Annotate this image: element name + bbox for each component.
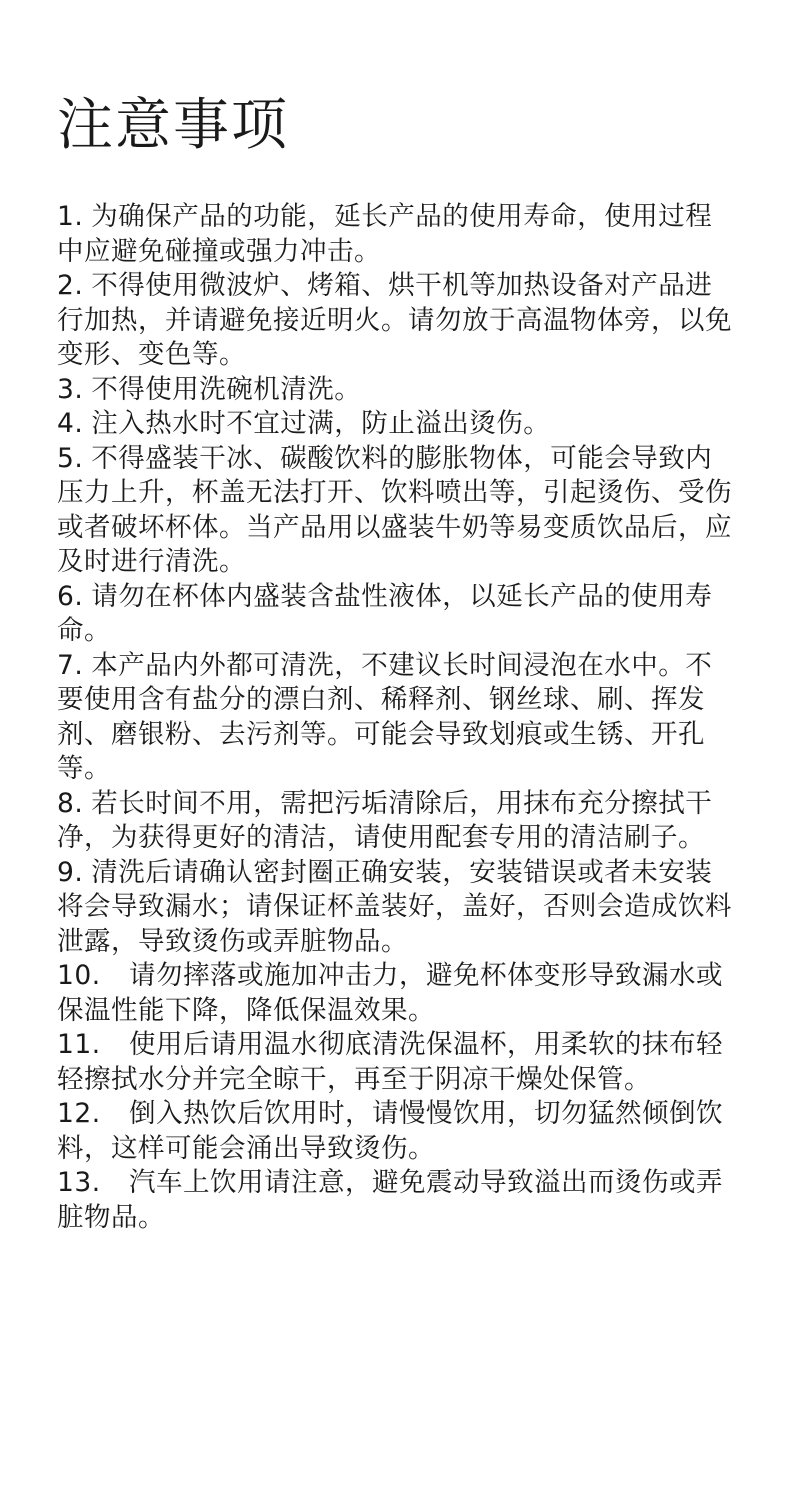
list-item — [57, 649, 733, 787]
list-item — [57, 1028, 733, 1097]
item-text: 请勿在杯体内盛装含盐性液体，以延长产品的使用寿命。 — [57, 580, 713, 646]
item-text: 为确保产品的功能，延长产品的使用寿命，使用过程中应避免碰撞或强力冲击。 — [57, 201, 713, 267]
list-item — [57, 407, 733, 442]
item-text: 若长时间不用，需把污垢清除后，用抹布充分擦拭干净，为获得更好的清洁，请使用配套专用的清洁刷子。 — [57, 787, 713, 853]
list-item — [57, 442, 733, 580]
item-text: 请勿摔落或施加冲击力，避免杯体变形导致漏水或保温性能下降，降低保温效果。 — [57, 960, 723, 1026]
list-item — [57, 1097, 733, 1166]
item-text: 本产品内外都可清洗，不建议长时间浸泡在水中。不要使用含有盐分的漂白剂、稀释剂、钢丝球、刷、挥发剂、磨银粉、去污剂等。可能会导致划痕或生锈、开孔等。 — [57, 649, 713, 784]
item-number: 7. — [57, 649, 84, 681]
item-number: 4. — [57, 408, 84, 439]
item-number: 1. — [57, 201, 84, 232]
page-title: 注意事项 — [57, 93, 289, 158]
list-item — [57, 200, 733, 269]
item-number: 2. — [57, 270, 84, 301]
item-text: 不得使用微波炉、烤箱、烘干机等加热设备对产品进行加热，并请避免接近明火。请勿放于高温物体旁，以免变形、变色等。 — [57, 270, 732, 370]
notice-page — [57, 0, 733, 1235]
item-number: 12. — [57, 1098, 101, 1129]
item-text: 不得使用洗碗机清洗。 — [91, 373, 362, 405]
list-item — [57, 787, 733, 856]
item-text: 注入热水时不宜过满，防止溢出烫伤。 — [91, 408, 551, 439]
item-number: 8. — [57, 787, 84, 819]
list-item — [57, 580, 733, 649]
item-number: 3. — [57, 373, 84, 405]
item-number: 10. — [57, 960, 101, 991]
list-item — [57, 269, 733, 373]
list-item — [57, 959, 733, 1028]
item-text: 清洗后请确认密封圈正确安装，安装错误或者未安装将会导致漏水；请保证杯盖装好，盖好，否则会造成饮料泄露，导致烫伤或弄脏物品。 — [57, 856, 732, 957]
item-number: 6. — [57, 580, 84, 612]
item-text: 使用后请用温水彻底清洗保温杯，用柔软的抹布轻轻擦拭水分并完全晾干，再至于阴凉干燥处保管。 — [57, 1029, 723, 1095]
item-text: 汽车上饮用请注意，避免震动导致溢出而烫伤或弄脏物品。 — [57, 1167, 723, 1233]
item-text: 不得盛装干冰、碳酸饮料的膨胀物体，可能会导致内压力上升，杯盖无法打开、饮料喷出等，引起烫伤、受伤或者破坏杯体。当产品用以盛装牛奶等易变质饮品后，应及时进行清洗。 — [57, 442, 732, 577]
notice-list — [57, 200, 733, 1235]
item-number: 9. — [57, 856, 84, 888]
item-number: 11. — [57, 1029, 101, 1060]
list-item — [57, 373, 733, 408]
item-number: 5. — [57, 442, 84, 474]
item-number: 13. — [57, 1167, 101, 1198]
list-item — [57, 856, 733, 960]
list-item — [57, 1166, 733, 1235]
item-text: 倒入热饮后饮用时，请慢慢饮用，切勿猛然倾倒饮料，这样可能会涌出导致烫伤。 — [57, 1098, 723, 1164]
